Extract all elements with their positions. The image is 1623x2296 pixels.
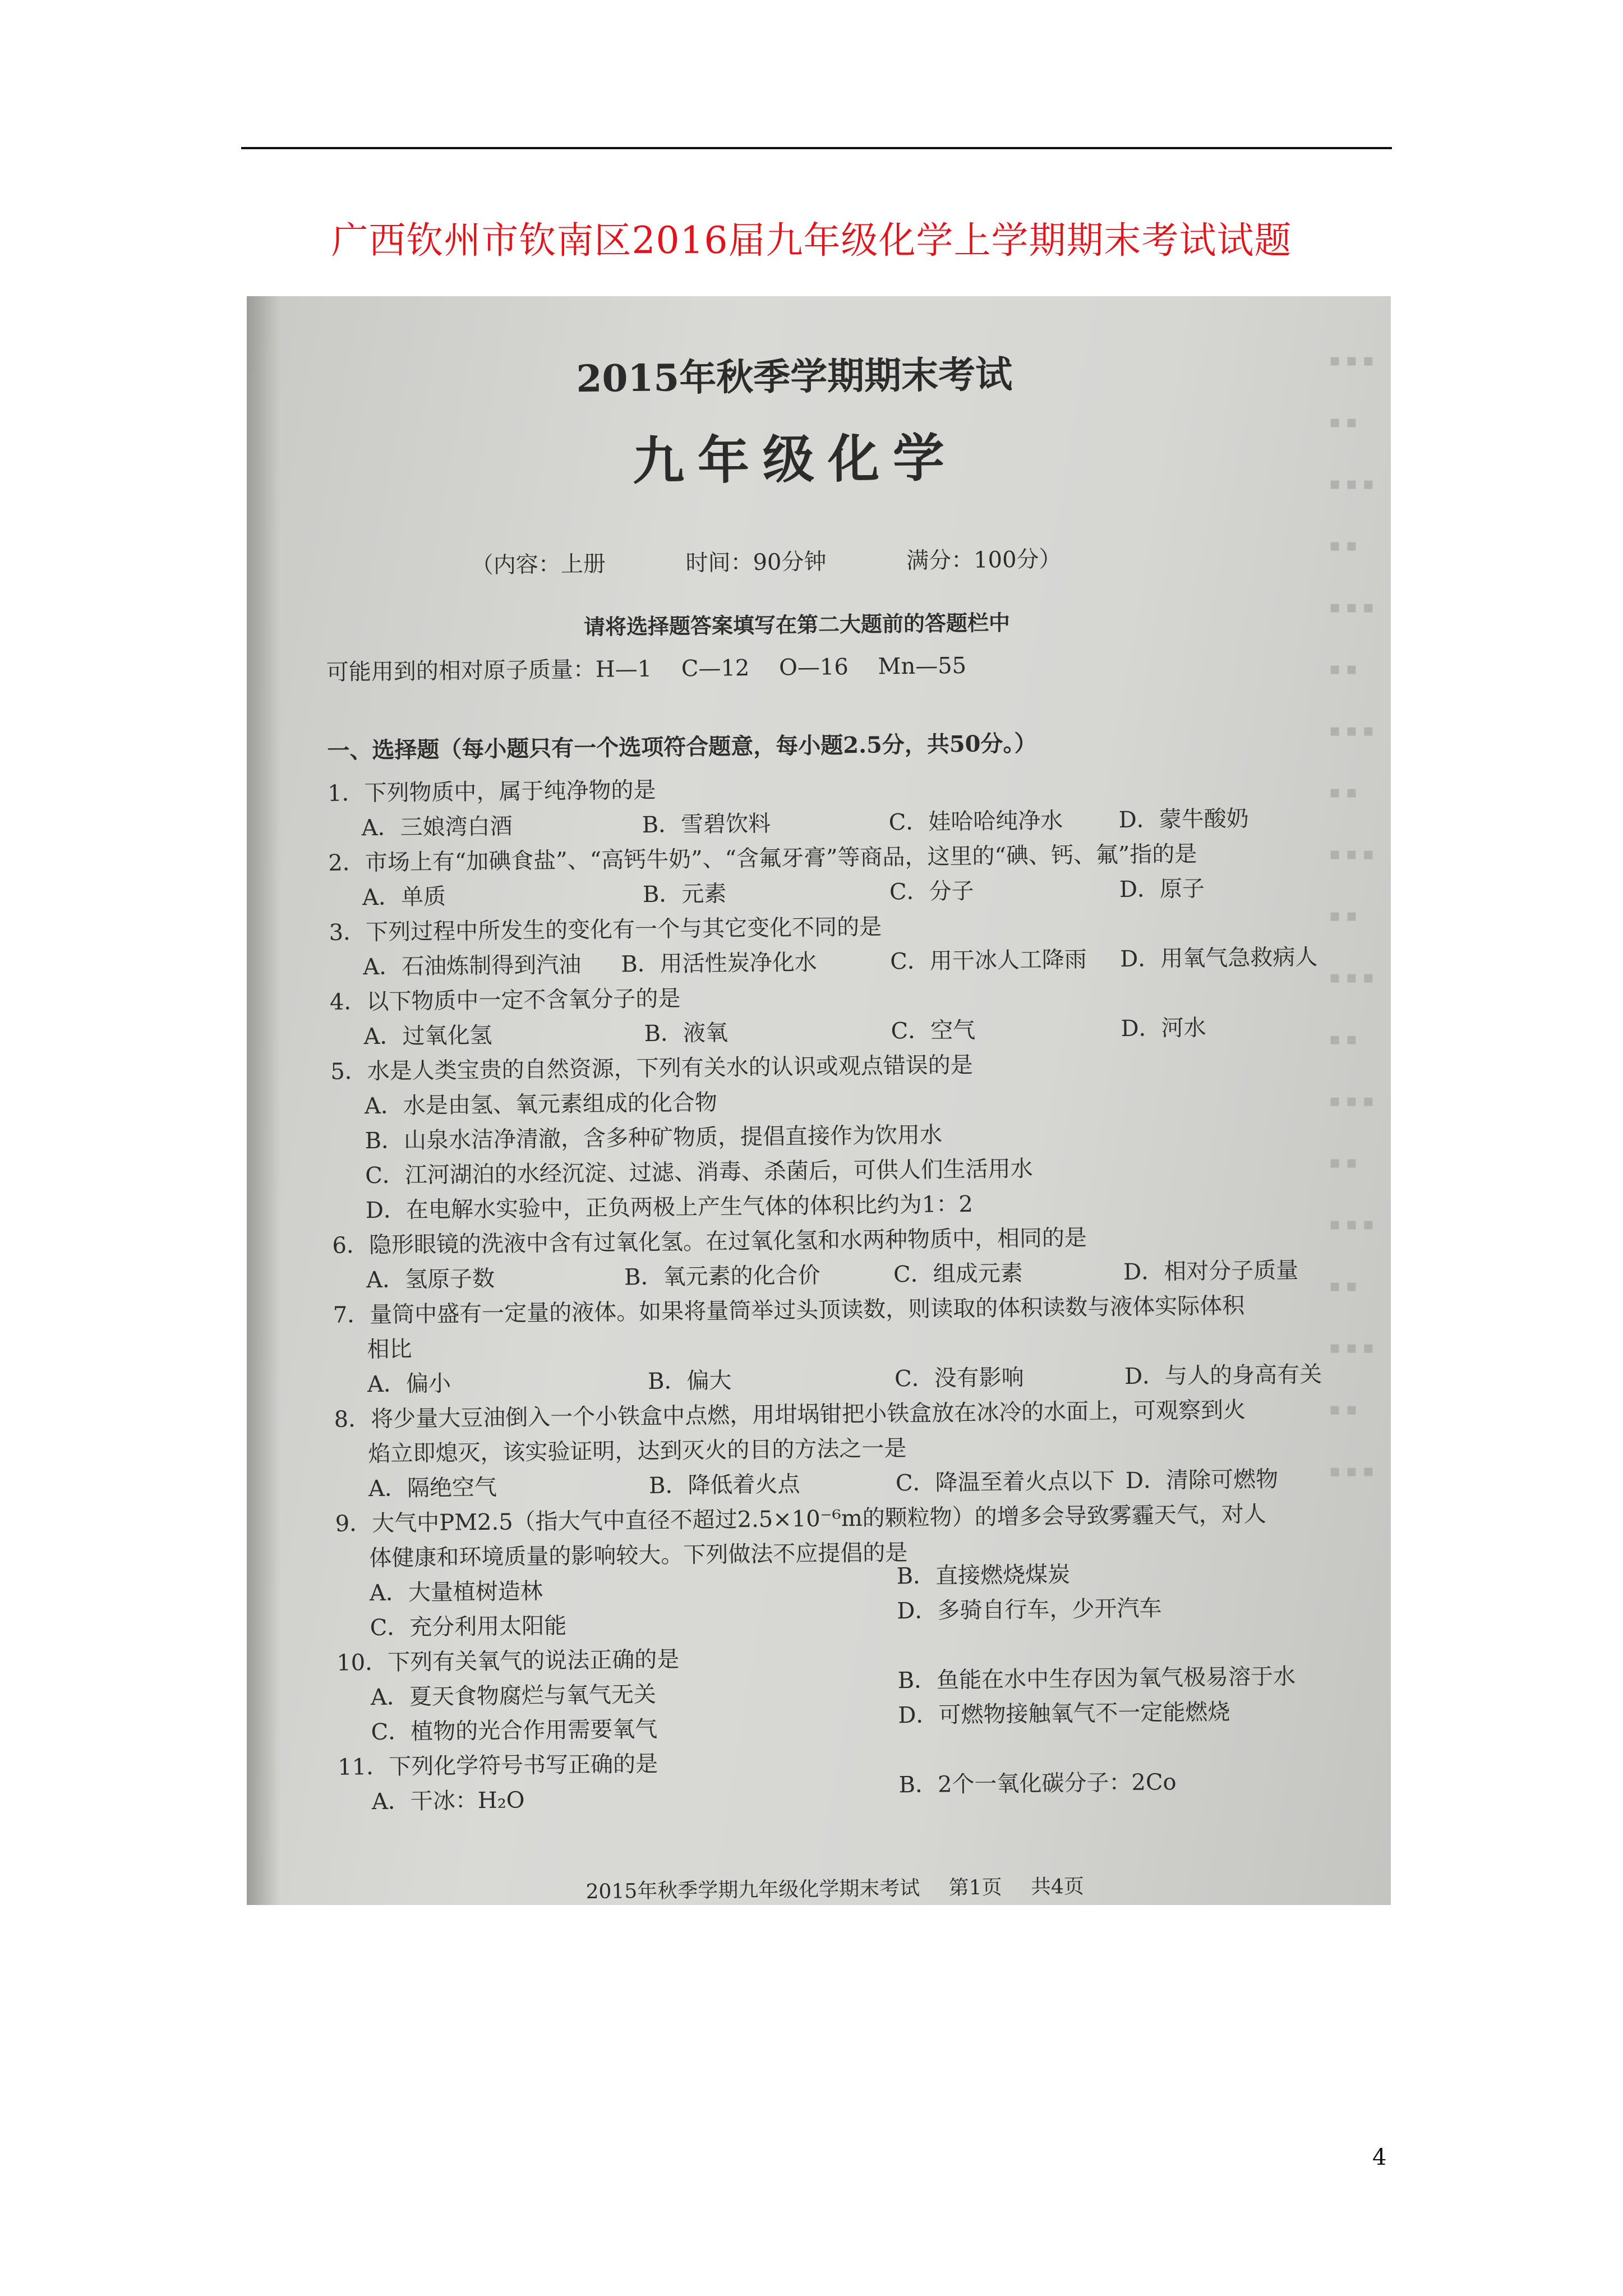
exam-subject-title: 九年级化学 (632, 427, 958, 492)
question-option: A．干冰：H₂O (371, 1787, 525, 1815)
question-option: D．原子 (1119, 876, 1205, 903)
question-option: A．水是由氢、氧元素组成的化合物 (364, 1089, 718, 1120)
question-stem: 5．水是人类宝贵的自然资源，下列有关水的认识或观点错误的是 (330, 1052, 973, 1085)
question-option: D．可燃物接触氧气不一定能燃烧 (898, 1699, 1230, 1729)
question-option: C．用干冰人工降雨 (890, 946, 1087, 975)
question-option: A．三娘湾白酒 (361, 813, 513, 841)
question-option: D．与人的身高有关 (1124, 1361, 1322, 1390)
exam-content: （内容：上册 (471, 551, 606, 579)
top-rule (241, 147, 1392, 149)
question-option: A．过氧化氢 (363, 1022, 492, 1050)
question-option: C．江河湖泊的水经沉淀、过滤、消毒、杀菌后，可供人们生活用水 (365, 1156, 1034, 1189)
question-stem: 10．下列有关氧气的说法正确的是 (336, 1646, 680, 1676)
question-stem: 2．市场上有“加碘食盐”、“高钙牛奶”、“含氟牙膏”等商品，这里的“碘、钙、氟”指的是 (328, 841, 1197, 876)
section-heading: 一、选择题（每小题只有一个选项符合题意，每小题2.5分，共50分。） (327, 730, 1037, 764)
question-option: C．分子 (889, 878, 974, 905)
exam-instruction: 请将选择题答案填写在第二大题前的答题栏中 (583, 610, 1011, 640)
question-option: D．河水 (1121, 1015, 1206, 1042)
exam-full-score: 满分：100分） (906, 546, 1062, 574)
question-stem-continued: 相比 (367, 1336, 412, 1363)
question-option: D．用氧气急救病人 (1120, 944, 1318, 973)
photo-shadow (247, 296, 280, 1905)
question-option: C．空气 (891, 1017, 976, 1045)
question-option: D．在电解水实验中，正负两极上产生气体的体积比约为1：2 (365, 1191, 974, 1224)
document-title: 广西钦州市钦南区2016届九年级化学上学期期末考试试题 (331, 219, 1292, 262)
question-option: B．液氧 (644, 1020, 728, 1047)
question-option: B．氧元素的化合价 (624, 1262, 820, 1291)
exam-footer (585, 1870, 1106, 1904)
question-option: A．石油炼制得到汽油 (363, 952, 582, 981)
question-option: A．大量植树造林 (369, 1578, 543, 1607)
question-option: B．元素 (642, 881, 727, 908)
question-stem: 11．下列化学符号书写正确的是 (338, 1751, 658, 1780)
atomic-mass-mn: Mn—55 (878, 652, 967, 680)
question-option: C．娃哈哈纯净水 (888, 808, 1063, 836)
question-option: C．组成元素 (893, 1260, 1023, 1288)
question-option: A．隔绝空气 (368, 1474, 497, 1502)
question-option: D．多骑自行车，少开汽车 (897, 1595, 1162, 1625)
question-stem: 4．以下物质中一定不含氧分子的是 (329, 986, 681, 1015)
exam-time: 时间：90分钟 (685, 549, 827, 577)
atomic-mass-c: C—12 (681, 655, 750, 682)
question-option: B．山泉水洁净清澈，含多种矿物质，提倡直接作为饮用水 (365, 1122, 943, 1154)
question-option: C．降温至着火点以下 (895, 1468, 1115, 1497)
question-option: A．单质 (362, 884, 446, 911)
question-option: D．相对分子质量 (1123, 1257, 1299, 1286)
atomic-mass-o: O—16 (778, 654, 849, 681)
question-stem-continued: 体健康和环境质量的影响较大。下列做法不应提倡的是 (369, 1540, 908, 1572)
question-option: B．偏大 (647, 1368, 732, 1395)
question-stem: 6．隐形眼镜的洗液中含有过氧化氢。在过氧化氢和水两种物质中，相同的是 (332, 1225, 1087, 1259)
question-option: A．氢原子数 (366, 1266, 495, 1294)
footer-page: 第1页 (948, 1876, 1002, 1900)
question-option: A．偏小 (367, 1370, 451, 1398)
question-stem: 8．将少量大豆油倒入一个小铁盒中点燃，用坩埚钳把小铁盒放在冰冷的水面上，可观察到火 (334, 1397, 1246, 1433)
footer-total: 共4页 (1030, 1875, 1085, 1899)
atomic-masses (326, 647, 989, 686)
exam-term-title: 2015年秋季学期期末考试 (576, 352, 1013, 401)
question-option: B．用活性炭净化水 (621, 949, 817, 978)
page-number: 4 (1372, 2145, 1387, 2170)
question-stem: 7．量筒中盛有一定量的液体。如果将量筒举过头顶读数，则读取的体积读数与液体实际体积 (333, 1292, 1245, 1328)
question-option: C．没有影响 (894, 1364, 1024, 1392)
exam-meta (471, 541, 1135, 579)
question-option: B．雪碧饮料 (642, 811, 771, 838)
question-stem: 9．大气中PM2.5（指大气中直径不超过2.5×10⁻⁶m的颗粒物）的增多会导致雾霾天气，对人 (335, 1501, 1266, 1537)
question-option: B．降低着火点 (648, 1471, 800, 1499)
question-stem-continued: 焰立即熄灭，该实验证明，达到灭火的目的方法之一是 (368, 1435, 907, 1467)
question-option: B．直接燃烧煤炭 (896, 1562, 1071, 1590)
exam-photo (247, 296, 1391, 1905)
question-option: B．鱼能在水中生存因为氧气极易溶于水 (897, 1663, 1296, 1694)
footer-title: 2015年秋季学期九年级化学期末考试 (585, 1876, 920, 1904)
question-stem: 3．下列过程中所发生的变化有一个与其它变化不同的是 (329, 914, 882, 946)
question-stem: 1．下列物质中，属于纯净物的是 (327, 777, 656, 807)
question-option: D．蒙牛酸奶 (1118, 806, 1249, 834)
atomic-mass-h: 可能用到的相对原子质量：H—1 (326, 656, 652, 685)
exam-sheet (278, 319, 1326, 1904)
question-option: D．清除可燃物 (1125, 1466, 1279, 1494)
bleed-through-text: ▪ ▪ ▪ ▪ ▪ ▪ ▪ ▪ ▪ ▪ ▪ ▪ ▪ ▪ ▪ ▪ ▪ ▪ ▪ ▪ ▪ ▪ ▪ ▪ ▪ ▪ ▪ ▪ ▪ ▪ ▪ ▪ ▪ ▪ ▪ ▪ ▪ ▪ ▪ ▪ ▪ ▪ ▪ ▪ ▪ ▪ ▪ ▪ (1329, 351, 1375, 1481)
question-option: B．2个一氧化碳分子：2Co (898, 1769, 1177, 1798)
question-option: A．夏天食物腐烂与氧气无关 (370, 1681, 657, 1711)
question-option: C．充分利用太阳能 (370, 1613, 567, 1641)
question-option: C．植物的光合作用需要氧气 (371, 1716, 658, 1746)
